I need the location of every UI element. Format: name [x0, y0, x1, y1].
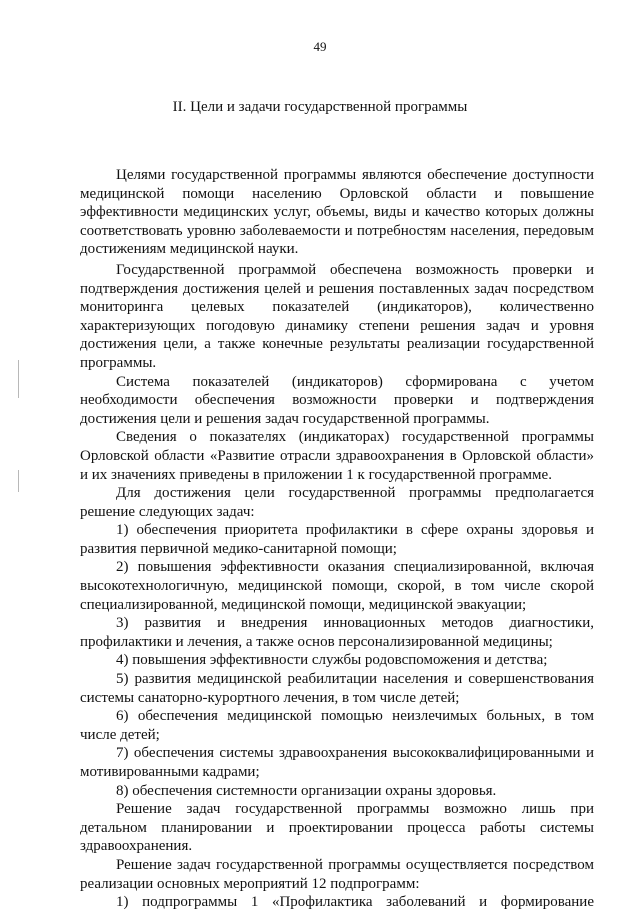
list-item: 7) обеспечения системы здравоохранения высококвалифицированными и мотивированными кадрами;: [80, 745, 594, 780]
scan-margin-mark: [18, 470, 19, 492]
paragraph-indicator-system: Система показателей (индикаторов) сформирована с учетом необходимости обеспечения возможности проверки и подтверждения достижения цели и решения задач государственной программы.: [80, 373, 594, 427]
body-text: [80, 166, 594, 912]
paragraph-monitoring: Государственной программой обеспечена возможность проверки и подтверждения достижения целей и решения поставленных задач посредством мониторинга целевых показателей (индикаторов), количественно характеризующих погодовую динамику степени решения задач и уровня достижения цели, а также конечные результаты реализации государственной программы.: [80, 261, 594, 371]
list-item: 4) повышения эффективности службы родовспоможения и детства;: [116, 652, 548, 669]
list-item: 8) обеспечения системности организации охраны здоровья.: [116, 782, 497, 799]
paragraph-indicator-info: Сведения о показателях (индикаторах) государственной программы Орловской области «Развитие отрасли здравоохранения в Орловской области» и их значениях приведены в приложении 1 к государственной программе.: [80, 429, 594, 483]
paragraph-tasks-intro: Для достижения цели государственной программы предполагается решение следующих задач:: [80, 485, 594, 520]
paragraph-goals: Целями государственной программы являются обеспечение доступности медицинской помощи населению Орловской области и повышение эффективности медицинских услуг, объемы, виды и качество которых должны соответствовать уровню заболеваемости и потребностям населения, передовым достижениям медицинской науки.: [80, 167, 594, 258]
scan-margin-mark: [18, 360, 19, 398]
list-item: 2) повышения эффективности оказания специализированной, включая высокотехнологичную, медицинской помощи, скорой, в том числе скорой специализированной, медицинской помощи, медицинской эвакуации;: [80, 559, 594, 613]
paragraph-subprograms: Решение задач государственной программы осуществляется посредством реализации основных мероприятий 12 подпрограмм:: [80, 856, 594, 892]
list-item: 3) развития и внедрения инновационных методов диагностики, профилактики и лечения, а также основ персонализированной медицины;: [80, 615, 594, 650]
list-item: 5) развития медицинской реабилитации населения и совершенствования системы санаторно-курортного лечения, в том числе детей;: [80, 671, 594, 706]
list-item: 6) обеспечения медицинской помощью неизлечимых больных, в том числе детей;: [80, 708, 594, 743]
list-item: 1) подпрограммы 1 «Профилактика заболеваний и формирование: [116, 894, 594, 911]
section-heading: II. Цели и задачи государственной программы: [172, 99, 468, 115]
paragraph-planning: Решение задач государственной программы возможно лишь при детальном планировании и проектировании процесса работы системы здравоохранения.: [80, 801, 594, 855]
page-number: 49: [313, 39, 327, 54]
list-item: 1) обеспечения приоритета профилактики в сфере охраны здоровья и развития первичной медико-санитарной помощи;: [80, 522, 594, 557]
